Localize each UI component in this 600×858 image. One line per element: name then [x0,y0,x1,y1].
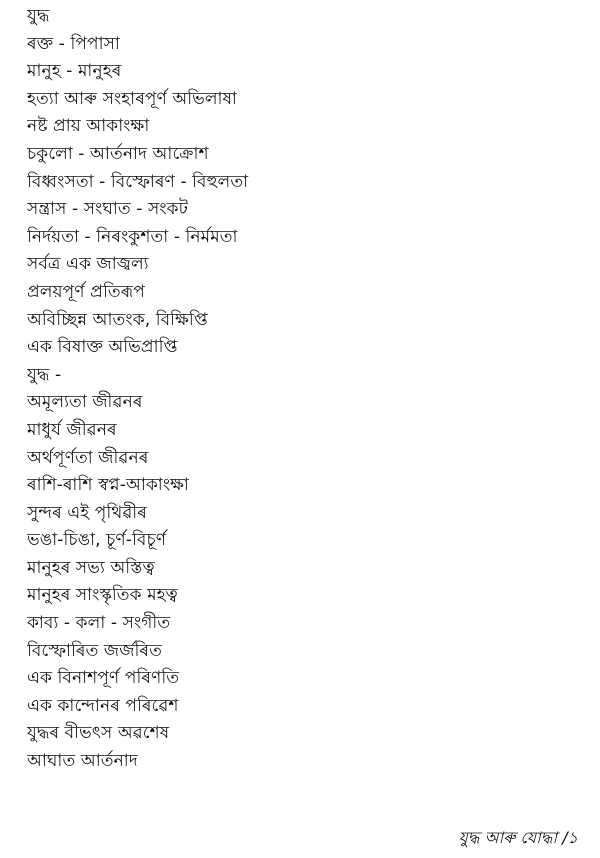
poem-line: অমূল্যতা জীৱনৰ [27,392,143,413]
poem-line: মানুহ - মানুহৰ [27,61,122,82]
poem-line: আঘাত আৰ্তনাদ [27,751,138,772]
poem-line: যুদ্ধ - [27,364,62,385]
poem-line: নষ্ট প্ৰায় আকাংক্ষা [27,116,150,137]
poem-line: নিৰ্দয়তা - নিৰংকুশতা - নিৰ্মমতা [27,226,238,247]
page-footer: যুদ্ধ আৰু যোদ্ধা /১ [458,828,578,847]
poem-line: মানুহৰ সাংস্কৃতিক মহত্ব [27,585,178,606]
poem-body [27,3,587,776]
poem-line: ভঙা-চিঙা, চূৰ্ণ-বিচূৰ্ণ [27,530,167,551]
poem-line: অবিচ্ছিন্ন আতংক, বিক্ষিপ্তি [27,309,208,330]
poem-line: বিস্ফোৰিত জৰ্জৰিত [27,640,162,661]
poem-line: এক কান্দোনৰ পৰিৱেশ [27,695,179,716]
poem-line: ৰাশি-ৰাশি স্বপ্ন-আকাংক্ষা [27,475,189,496]
poem-line: যুদ্ধ [27,6,50,26]
poem-line: অৰ্থপূৰ্ণতা জীৱনৰ [27,447,149,468]
poem-line: যুদ্ধৰ বীভৎস অৱশেষ [27,723,170,744]
poem-line: সুন্দৰ এই পৃথিৱীৰ [27,502,147,523]
poem-line: ৰক্ত - পিপাসা [27,33,120,54]
poem-line: এক বিষাক্ত অভিপ্ৰাপ্তি [27,337,178,358]
poem-line: হত্যা আৰু সংহাৰপূৰ্ণ অভিলাষা [27,88,237,109]
poem-line: বিধ্বংসতা - বিস্ফোৰণ - বিহুলতা [27,171,249,192]
poem-line: সন্ত্রাস - সংঘাত - সংকট [27,199,189,220]
poem-line: এক বিনাশপূৰ্ণ পৰিণতি [27,668,180,689]
poem-line: প্ৰলয়পূৰ্ণ প্ৰতিৰূপ [27,281,145,302]
poem-line: মাধুৰ্য জীৱনৰ [27,419,117,440]
poem-line: মানুহৰ সভ্য অস্তিত্ব [27,557,155,578]
poem-line: সৰ্বত্ৰ এক জাজ্বল্য [27,254,149,275]
poem-line: চকুলো - আৰ্তনাদ আক্ৰোশ [27,143,209,164]
poem-line: কাব্য - কলা - সংগীত [27,613,171,634]
